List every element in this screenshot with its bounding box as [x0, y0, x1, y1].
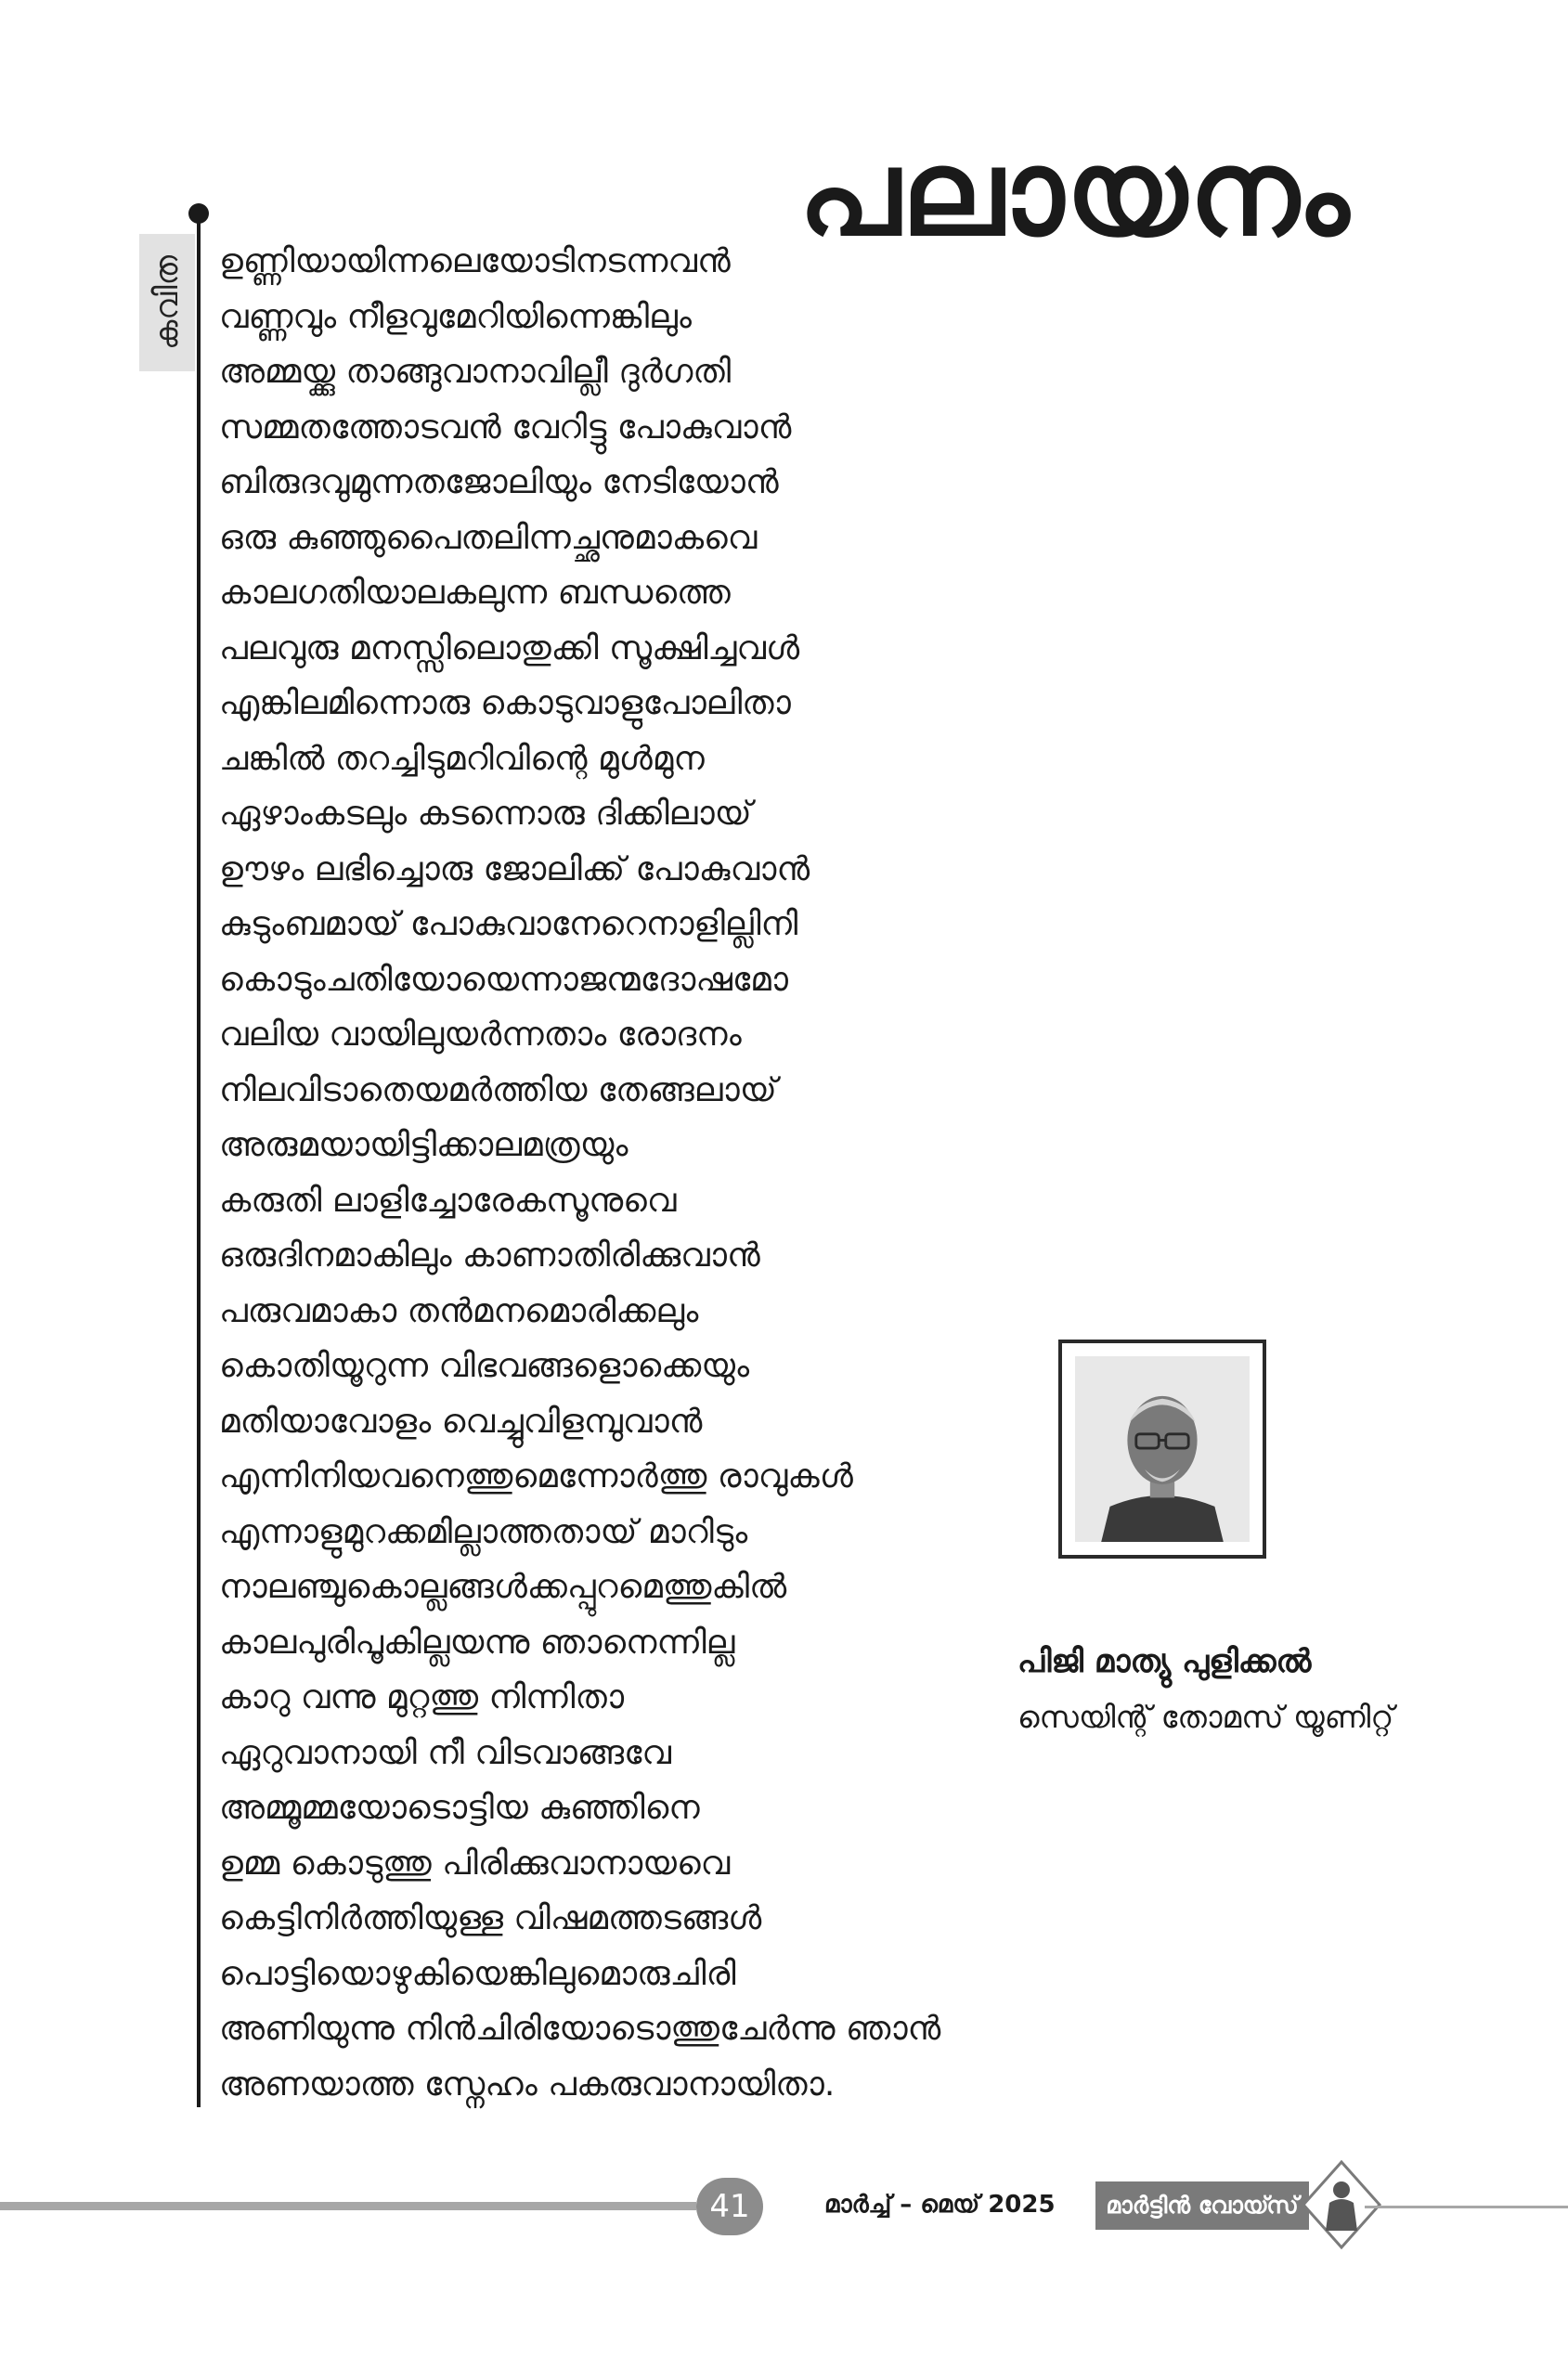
- footer-rule-right: [1365, 2206, 1568, 2208]
- category-label: കവിത: [149, 254, 187, 351]
- poem-line: ഊഴം ലഭിച്ചൊരു ജോലിക്ക് പോകുവാൻ: [219, 849, 810, 888]
- poem-line: നിലവിടാതെയമർത്തിയ തേങ്ങലായ്: [219, 1070, 777, 1109]
- poem-line: എന്നിനിയവനെത്തുമെന്നോർത്തു രാവുകൾ: [219, 1457, 853, 1495]
- poem-title: പലായനം: [798, 124, 1351, 263]
- poem-line: നാലഞ്ചുകൊല്ലങ്ങൾക്കപ്പുറമെത്തുകിൽ: [219, 1568, 787, 1606]
- poem-line: ഏറുവാനായി നീ വിടവാങ്ങവേ: [219, 1733, 671, 1772]
- poem-line: കെട്ടിനിർത്തിയുള്ള വിഷമത്തടങ്ങൾ: [219, 1899, 762, 1937]
- magazine-name: മാർട്ടിൻ വോയ്സ്: [1095, 2181, 1309, 2230]
- vertical-rule: [197, 214, 201, 2107]
- poem-line: എങ്കിലമിന്നൊരു കൊടുവാളുപോലിതാ: [219, 684, 791, 722]
- poem-line: ഏഴാംകടലും കടന്നൊരു ദിക്കിലായ്: [219, 795, 752, 833]
- poem-line: പലവുരു മനസ്സിലൊതുക്കി സൂക്ഷിച്ചവൾ: [219, 628, 800, 667]
- author-photo: [1075, 1356, 1250, 1542]
- poem-line: സമ്മതത്തോടവൻ വേറിട്ടു പോകുവാൻ: [219, 408, 792, 447]
- poem-line: അമ്മൂമ്മയോടൊട്ടിയ കുഞ്ഞിനെ: [219, 1789, 700, 1827]
- poem-line: വലിയ വായിലുയർന്നതാം രോദനം: [219, 1016, 742, 1054]
- poem-line: പൊട്ടിയൊഴുകിയെങ്കിലുമൊരുചിരി: [219, 1954, 736, 1993]
- poem-line: ഒരു കുഞ്ഞുപൈതലിന്നച്ഛനുമാകവെ: [219, 518, 758, 557]
- poem-line: ചങ്കിൽ തറച്ചിടുമറിവിന്റെ മുൾമുന: [219, 739, 705, 778]
- category-tag: [139, 234, 195, 371]
- poem-line: കൊതിയൂറുന്ന വിഭവങ്ങളൊക്കെയും: [219, 1347, 750, 1385]
- poem-line: കാലഗതിയാലകലുന്ന ബന്ധത്തെ: [219, 574, 731, 612]
- poem-line: അണയാത്ത സ്നേഹം പകരുവാനായിതാ.: [219, 2065, 836, 2104]
- poem-line: വണ്ണവും നീളവുമേറിയിന്നെങ്കിലും: [219, 297, 692, 336]
- author-unit: സെയിന്റ് തോമസ് യൂണിറ്റ്: [1017, 1699, 1394, 1735]
- poem-line: കാലപുരിപൂകില്ലയന്നു ഞാനെന്നില്ല: [219, 1623, 735, 1662]
- issue-date: മാർച്ച് – മെയ് 2025: [824, 2191, 1056, 2219]
- poem-line: ഉണ്ണിയായിന്നലെയോടിനടന്നവൻ: [219, 242, 731, 280]
- poem-line: കാറു വന്നു മുറ്റത്തു നിന്നിതാ: [219, 1678, 625, 1716]
- poem-line: ഒരുദിനമാകിലും കാണാതിരിക്കുവാൻ: [219, 1236, 760, 1275]
- poem-line: പരുവമാകാ തൻമനമൊരിക്കലും: [219, 1291, 699, 1330]
- poem-line: അണിയുന്നു നിൻചിരിയോടൊത്തുചേർന്നു ഞാൻ: [219, 2010, 941, 2048]
- page-number: 41: [696, 2178, 763, 2235]
- author-name: പിജി മാത്യു പുളിക്കൽ: [1017, 1643, 1312, 1680]
- footer-rule-left: [0, 2202, 696, 2210]
- poem-line: ബിരുദവുമുന്നതജോലിയും നേടിയോൻ: [219, 463, 779, 501]
- magazine-logo-icon: [1300, 2158, 1383, 2251]
- poem-body: [219, 234, 1110, 2112]
- poem-line: മതിയാവോളം വെച്ചുവിളമ്പുവാൻ: [219, 1402, 703, 1441]
- author-photo-frame: [1058, 1340, 1266, 1559]
- poem-line: കുടുംബമായ് പോകുവാനേറെനാളില്ലിനി: [219, 905, 798, 943]
- poem-line: കൊടുംചതിയോയെന്നാജന്മദോഷമോ: [219, 960, 789, 999]
- poem-line: ഉമ്മ കൊടുത്തു പിരിക്കുവാനായവെ: [219, 1844, 731, 1883]
- poem-line: അരുമയായിട്ടിക്കാലമത്രയും: [219, 1126, 628, 1164]
- poem-line: എന്നാളുമുറക്കമില്ലാത്തതായ് മാറിടും: [219, 1512, 748, 1551]
- poem-line: അമ്മയ്ക്കു താങ്ങുവാനാവില്ലീ ദുർഗതി: [219, 353, 732, 391]
- poem-line: കരുതി ലാളിച്ചോരേകസൂനുവെ: [219, 1181, 677, 1220]
